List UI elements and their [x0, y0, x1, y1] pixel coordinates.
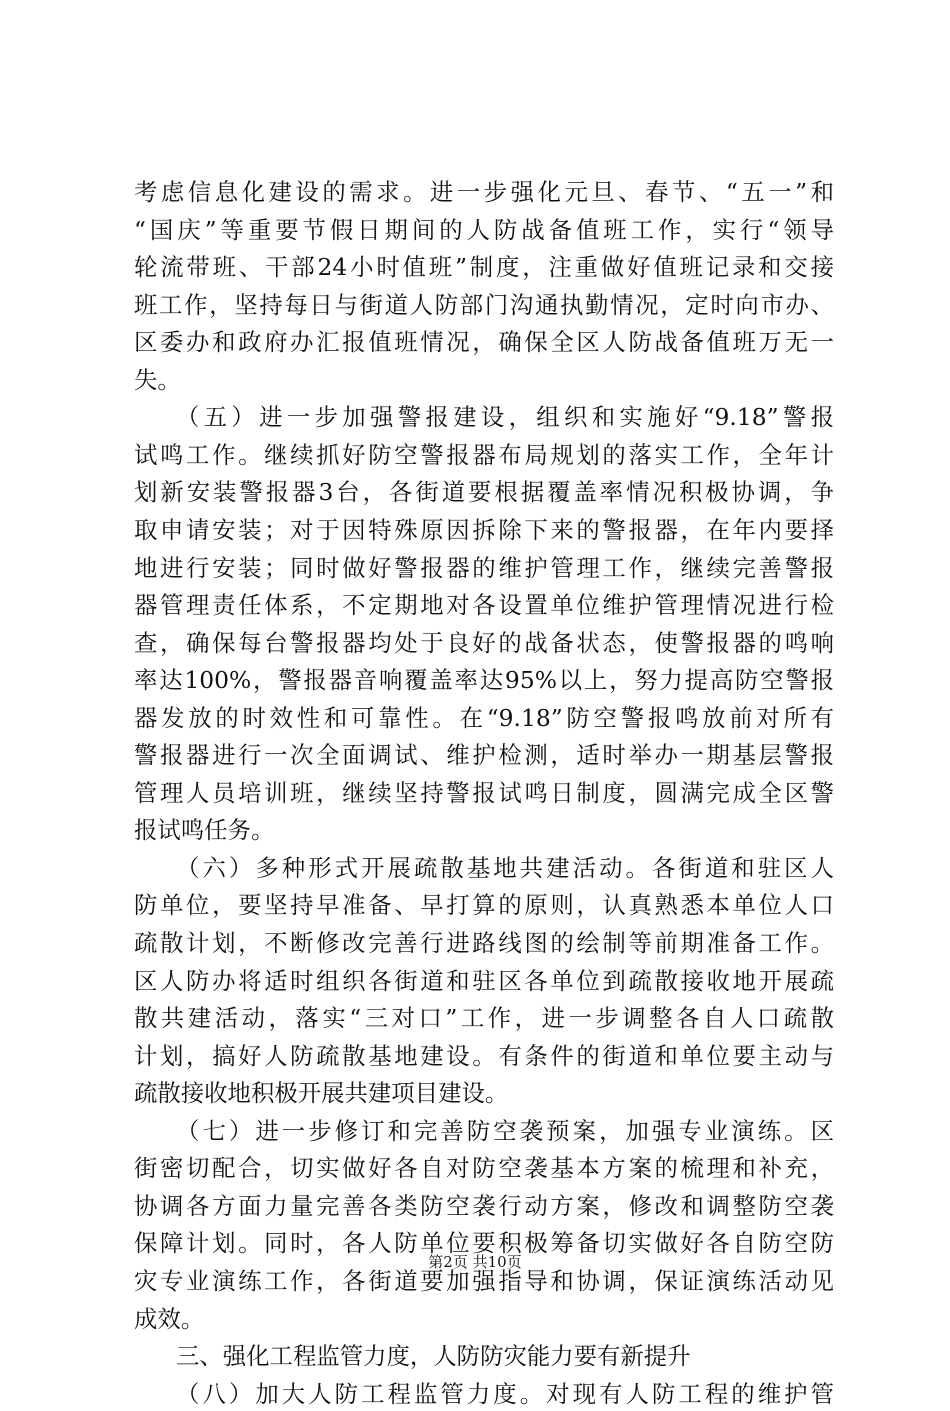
page-footer: 第2页 共10页	[428, 1253, 522, 1271]
text-line: 失。	[134, 365, 181, 394]
text-line: 疏散计划，不断修改完善行进路线图的绘制等前期准备工作。	[134, 929, 834, 957]
text-line: 防单位，要坚持早准备、早打算的原则，认真熟悉本单位人口	[134, 891, 834, 920]
text-line: 取申请安装；对于因特殊原因拆除下来的警报器，在年内要择	[134, 515, 834, 544]
text-line: 考虑信息化建设的需求。进一步强化元旦、春节、“五一”和	[134, 178, 834, 206]
text-line: 警报器进行一次全面调试、维护检测，适时举办一期基层警报	[134, 741, 834, 770]
text-line: 成效。	[134, 1304, 205, 1333]
text-line: （七）进一步修订和完善防空袭预案，加强专业演练。区	[176, 1116, 834, 1145]
text-line: 器发放的时效性和可靠性。在“9.18”防空警报鸣放前对所有	[134, 703, 834, 732]
text-line: 计划，搞好人防疏散基地建设。有条件的街道和单位要主动与	[134, 1041, 834, 1070]
text-line: 疏散接收地积极开展共建项目建设。	[134, 1079, 509, 1108]
text-line: 查，确保每台警报器均处于良好的战备状态，使警报器的鸣响	[134, 628, 834, 657]
text-line: 率达100%，警报器音响覆盖率达95%以上，努力提高防空警报	[134, 666, 834, 695]
text-line: 轮流带班、干部24小时值班”制度，注重做好值班记录和交接	[134, 253, 834, 282]
text-line: 区委办和政府办汇报值班情况，确保全区人防战备值班万无一	[134, 328, 834, 357]
text-line: 散共建活动，落实“三对口”工作，进一步调整各自人口疏散	[134, 1004, 834, 1033]
text-line: 划新安装警报器3台，各街道要根据覆盖率情况积极协调，争	[134, 478, 834, 507]
text-line: 三、强化工程监管力度，人防防灾能力要有新提升	[176, 1342, 691, 1371]
text-line: 器管理责任体系，不定期地对各设置单位维护管理情况进行检	[134, 591, 834, 620]
text-line: 试鸣工作。继续抓好防空警报器布局规划的落实工作，全年计	[134, 440, 834, 469]
text-line: 街密切配合，切实做好各自对防空袭基本方案的梳理和补充，	[134, 1154, 834, 1183]
text-line: 班工作，坚持每日与街道人防部门沟通执勤情况，定时向市办、	[134, 290, 834, 319]
text-line: （六）多种形式开展疏散基地共建活动。各街道和驻区人	[176, 853, 834, 882]
text-line: 地进行安装；同时做好警报器的维护管理工作，继续完善警报	[134, 553, 834, 582]
text-line: 区人防办将适时组织各街道和驻区各单位到疏散接收地开展疏	[134, 966, 834, 995]
text-line: 协调各方面力量完善各类防空袭行动方案，修改和调整防空袭	[134, 1191, 834, 1220]
text-line: （八）加大人防工程监管力度。对现有人防工程的维护管	[176, 1379, 834, 1408]
text-line: （五）进一步加强警报建设，组织和实施好“9.18”警报	[176, 403, 834, 432]
text-line: “国庆”等重要节假日期间的人防战备值班工作，实行“领导	[134, 215, 834, 244]
text-line: 报试鸣任务。	[134, 816, 275, 845]
text-line: 灾专业演练工作，各街道要加强指导和协调，保证演练活动见	[134, 1266, 834, 1295]
text-line: 管理人员培训班，继续坚持警报试鸣日制度，圆满完成全区警	[134, 778, 834, 807]
text-line: 保障计划。同时，各人防单位要积极筹备切实做好各自防空防	[134, 1229, 834, 1258]
